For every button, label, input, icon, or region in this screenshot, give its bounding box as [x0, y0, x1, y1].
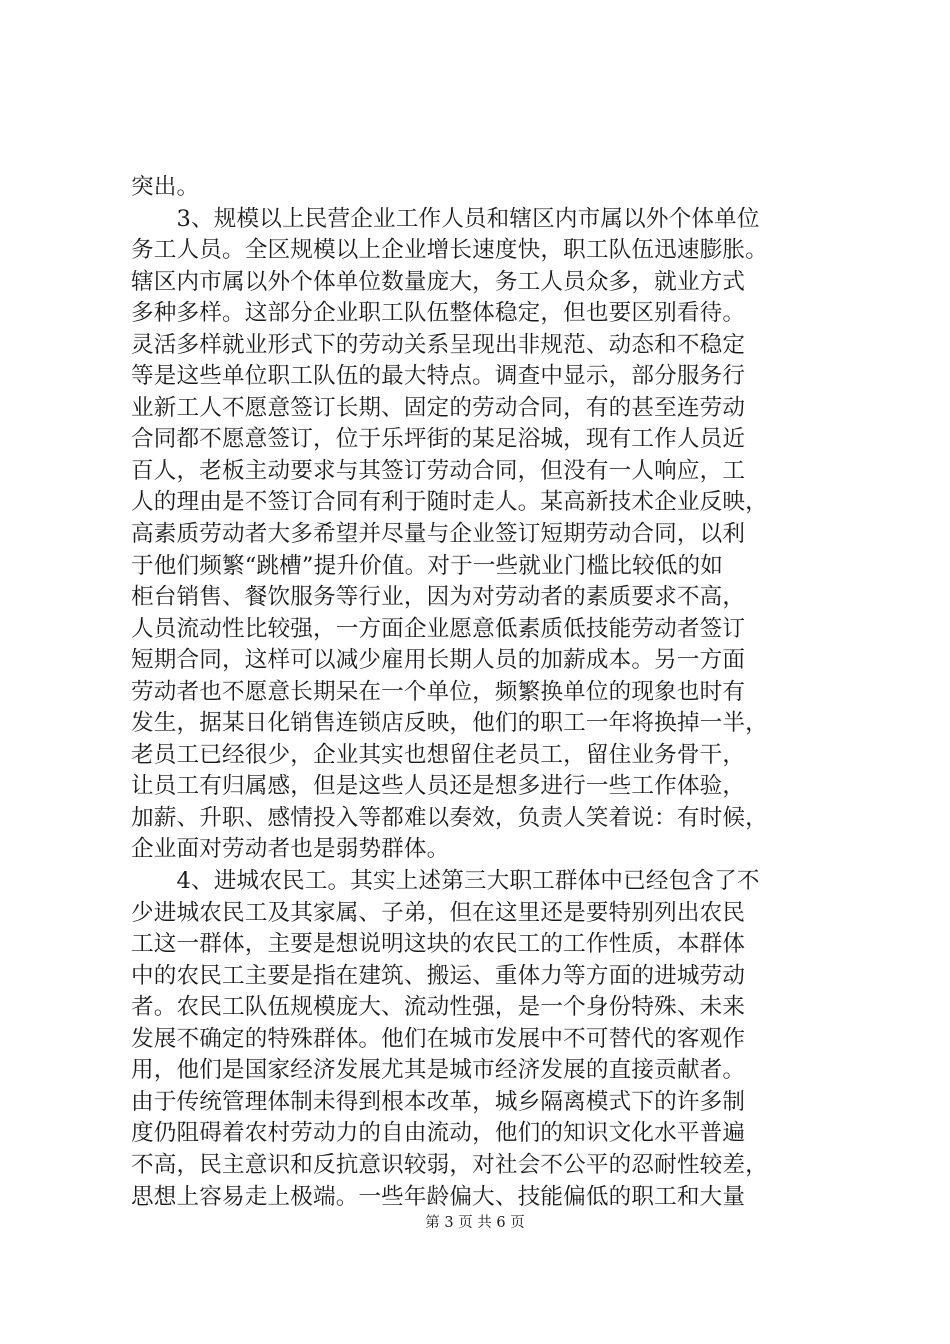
text-line: 突出。 [131, 174, 200, 200]
text-line: 企业面对劳动者也是弱势群体。 [131, 836, 450, 863]
text-line: 于他们频繁“跳槽”提升价值。对于一些就业门槛比较低的如 [131, 552, 723, 579]
text-line: 用，他们是国家经济发展尤其是城市经济发展的直接贡献者。 [131, 1057, 746, 1084]
text-line: 少进城农民工及其家属、子弟，但在这里还是要特别列出农民 [131, 899, 746, 926]
text-line: 思想上容易走上极端。一些年龄偏大、技能偏低的职工和大量 [131, 1183, 746, 1210]
page-footer: 第 3 页 共 6 页 [425, 1215, 525, 1231]
text-line: 务工人员。全区规模以上企业增长速度快，职工队伍迅速膨胀。 [131, 237, 768, 264]
text-line: 4、进城农民工。其实上述第三大职工群体中已经包含了不 [131, 868, 760, 895]
text-line: 发生，据某日化销售连锁店反映，他们的职工一年将换掉一半， [131, 710, 768, 737]
text-line: 中的农民工主要是指在建筑、搬运、重体力等方面的进城劳动 [131, 962, 746, 989]
text-line: 3、规模以上民营企业工作人员和辖区内市属以外个体单位 [131, 205, 760, 232]
text-line: 灵活多样就业形式下的劳动关系呈现出非规范、动态和不稳定 [131, 331, 746, 358]
body-text [131, 172, 831, 1213]
text-line: 百人，老板主动要求与其签订劳动合同，但没有一人响应，工 [131, 457, 746, 484]
text-line: 柜台销售、餐饮服务等行业，因为对劳动者的素质要求不高， [131, 584, 746, 611]
text-line: 人员流动性比较强，一方面企业愿意低素质低技能劳动者签订 [131, 615, 746, 642]
text-line: 度仍阻碍着农村劳动力的自由流动，他们的知识文化水平普遍 [131, 1120, 746, 1147]
text-line: 合同都不愿意签订，位于乐坪街的某足浴城，现有工作人员近 [131, 426, 746, 453]
text-line: 者。农民工队伍规模庞大、流动性强，是一个身份特殊、未来 [131, 994, 746, 1021]
text-line: 工这一群体，主要是想说明这块的农民工的工作性质，本群体 [131, 931, 746, 958]
text-line: 多种多样。这部分企业职工队伍整体稳定，但也要区别看待。 [131, 300, 746, 327]
text-line: 等是这些单位职工队伍的最大特点。调查中显示，部分服务行 [131, 363, 746, 390]
text-line: 劳动者也不愿意长期呆在一个单位，频繁换单位的现象也时有 [131, 678, 746, 705]
text-line: 老员工已经很少，企业其实也想留住老员工，留住业务骨干， [131, 741, 746, 768]
text-line: 辖区内市属以外个体单位数量庞大，务工人员众多，就业方式 [131, 268, 746, 295]
text-line: 人的理由是不签订合同有利于随时走人。某高新技术企业反映， [131, 489, 768, 516]
text-line: 短期合同，这样可以减少雇用长期人员的加薪成本。另一方面 [131, 647, 746, 674]
text-line: 高素质劳动者大多希望并尽量与企业签订短期劳动合同，以利 [131, 521, 746, 548]
text-line: 不高，民主意识和反抗意识较弱，对社会不公平的忍耐性较差， [131, 1151, 768, 1178]
text-line: 加薪、升职、感情投入等都难以奏效，负责人笑着说：有时候， [131, 804, 768, 831]
text-line: 让员工有归属感，但是这些人员还是想多进行一些工作体验， [131, 773, 746, 800]
text-line: 业新工人不愿意签订长期、固定的劳动合同，有的甚至连劳动 [131, 394, 746, 421]
text-line: 由于传统管理体制未得到根本改革，城乡隔离模式下的许多制 [131, 1088, 746, 1115]
text-line: 发展不确定的特殊群体。他们在城市发展中不可替代的客观作 [131, 1025, 746, 1052]
